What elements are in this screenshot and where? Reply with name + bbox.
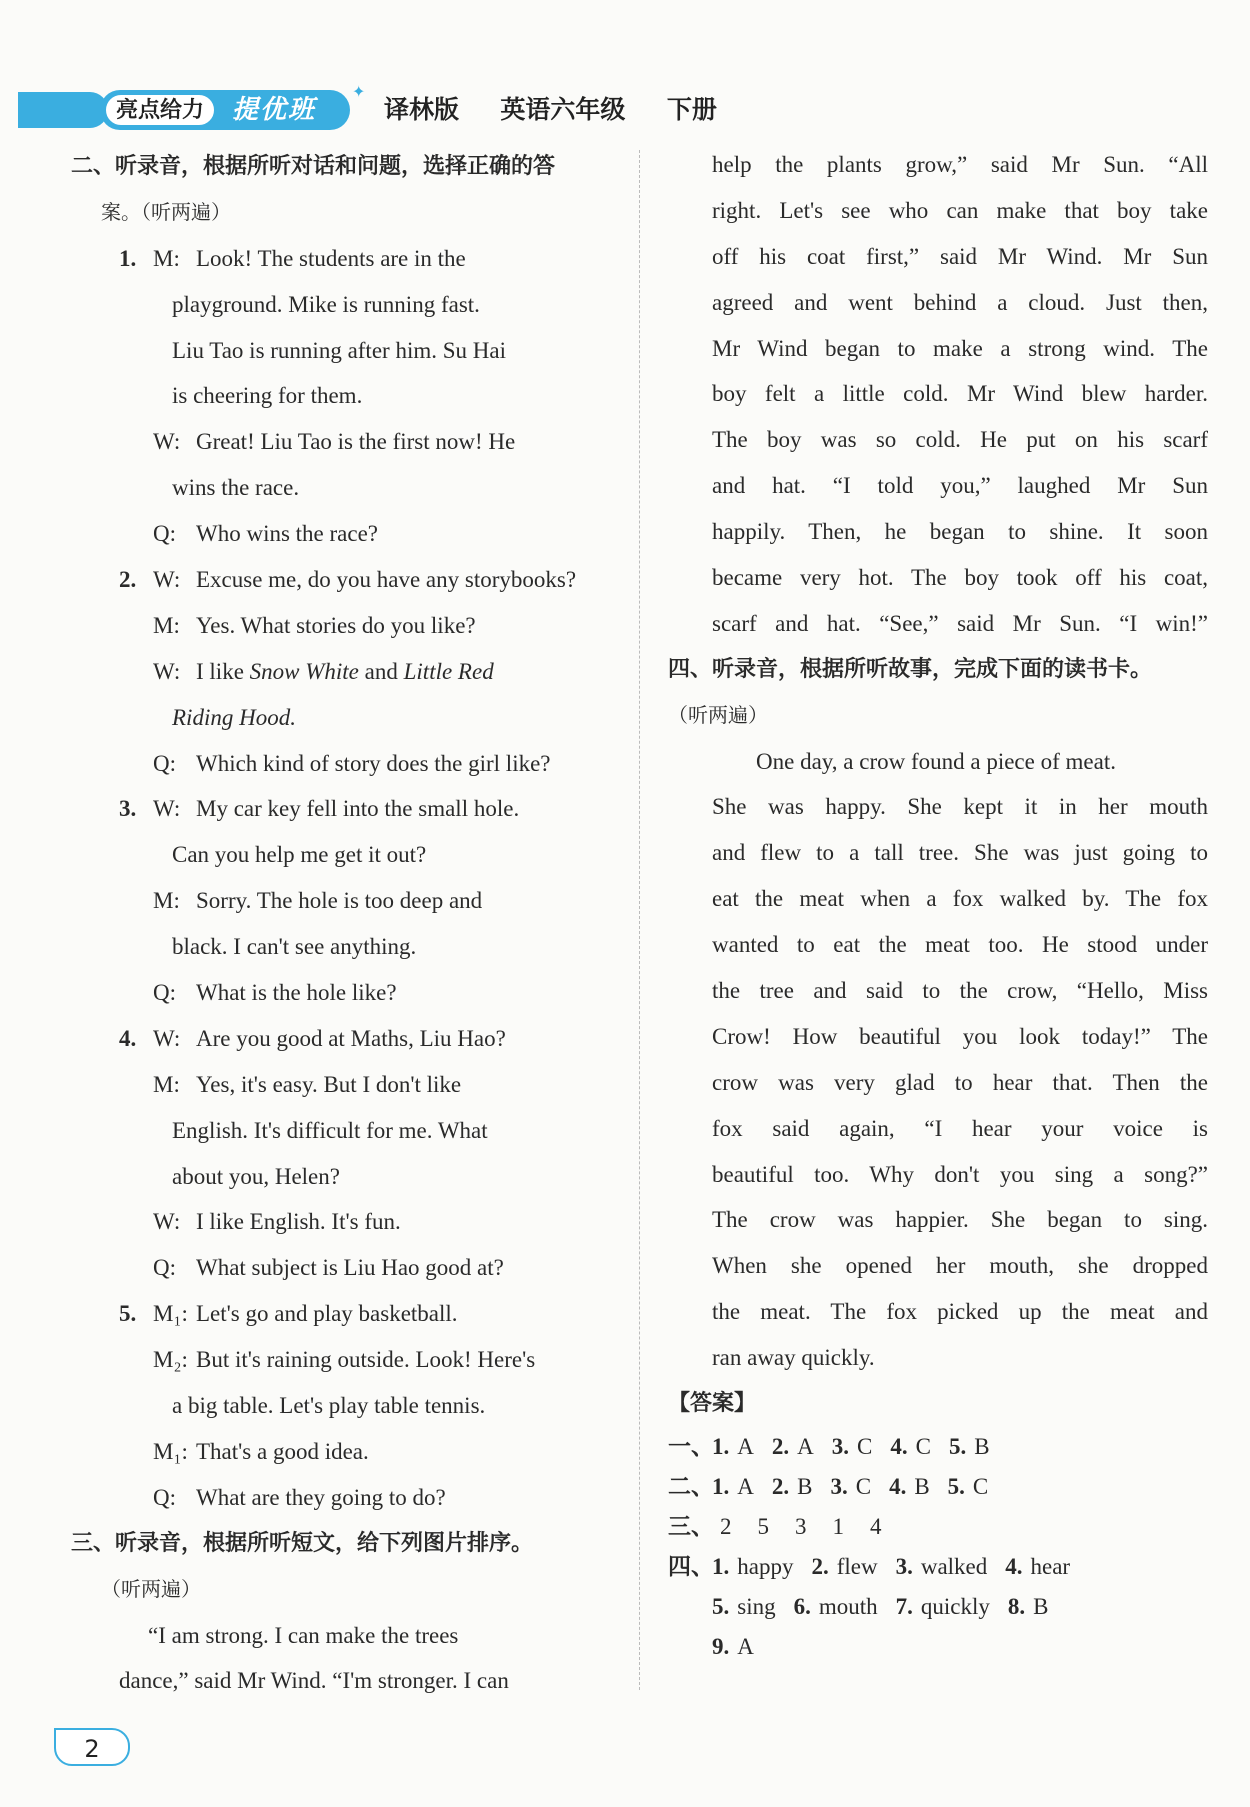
text-line: （听两遍） xyxy=(668,702,768,727)
text: When she opened her mouth, she dropped xyxy=(712,1253,1208,1279)
answer-item xyxy=(712,1514,732,1539)
text-line xyxy=(71,1613,613,1659)
text: Which kind of story does the girl like? xyxy=(196,750,551,776)
answer-number: 2. xyxy=(811,1553,829,1579)
text: dance,” said Mr Wind. “I'm stronger. I can xyxy=(119,1668,509,1694)
answer-value: sing xyxy=(737,1593,776,1619)
speaker-label: Q: xyxy=(153,980,176,1006)
text: about you, Helen? xyxy=(172,1163,340,1189)
text: The crow was happier. She began to sing. xyxy=(712,1207,1208,1233)
answer-value: 2 xyxy=(720,1513,732,1539)
text-line xyxy=(668,830,1208,876)
text: the tree and said to the crow, “Hello, Miss xyxy=(712,978,1208,1004)
answer-number: 6. xyxy=(793,1593,811,1619)
answer-row xyxy=(668,1587,1208,1627)
text: became very hot. The boy took off his coat, xyxy=(712,565,1208,591)
answer-number: 4. xyxy=(890,1433,908,1459)
speaker-label: M: xyxy=(153,612,180,638)
text: wanted to eat the meat too. He stood under xyxy=(712,932,1208,958)
text: What is the hole like? xyxy=(196,980,397,1006)
text: and xyxy=(358,658,404,684)
answer-item xyxy=(1008,1594,1049,1619)
text-line xyxy=(668,1014,1208,1060)
text-line xyxy=(668,922,1208,968)
answer-value: C xyxy=(915,1433,931,1459)
text: What subject is Liu Hao good at? xyxy=(196,1255,504,1281)
text-line xyxy=(668,784,1208,830)
text-line xyxy=(668,1106,1208,1152)
text-line xyxy=(668,1197,1208,1243)
text: off his coat first,” said Mr Wind. Mr Sun xyxy=(712,243,1208,269)
answer-value: B xyxy=(797,1473,813,1499)
answer-row xyxy=(668,1467,1208,1507)
speaker-label: Q: xyxy=(153,1255,176,1281)
answer-number: 4. xyxy=(1005,1553,1023,1579)
text: a big table. Let's play table tennis. xyxy=(172,1393,486,1419)
speaker-label: W: xyxy=(153,567,181,593)
item-number: 5. xyxy=(119,1301,137,1327)
header-band xyxy=(18,92,108,128)
answer-item xyxy=(712,1554,793,1579)
text: playground. Mike is running fast. xyxy=(172,291,480,317)
speaker-label: W: xyxy=(153,1209,181,1235)
text-line xyxy=(668,417,1208,463)
text: boy felt a little cold. Mr Wind blew harder. xyxy=(712,381,1208,407)
text: fox said again, “I hear your voice is xyxy=(712,1115,1208,1141)
answer-section-label: 三、 xyxy=(668,1513,714,1540)
text-line xyxy=(668,968,1208,1014)
column-divider xyxy=(639,150,640,1690)
answer-item xyxy=(712,1434,754,1459)
text: She was happy. She kept it in her mouth xyxy=(712,794,1208,820)
answer-value: 1 xyxy=(832,1513,844,1539)
speaker-label: W: xyxy=(153,796,181,822)
text-line xyxy=(71,741,613,787)
speaker-label: W: xyxy=(153,658,181,684)
answer-number: 9. xyxy=(712,1633,730,1659)
answer-value: 5 xyxy=(757,1513,769,1539)
text: Sorry. The hole is too deep and xyxy=(196,888,483,914)
text: Excuse me, do you have any storybooks? xyxy=(196,567,577,593)
text-line xyxy=(71,1337,613,1383)
text-line xyxy=(71,373,613,419)
text: I like xyxy=(196,658,250,684)
text: Can you help me get it out? xyxy=(172,842,427,868)
text: Look! The students are in the xyxy=(196,245,466,271)
answer-item xyxy=(787,1514,807,1539)
text-line xyxy=(71,511,613,557)
speaker-label: W: xyxy=(153,429,181,455)
answer-item xyxy=(832,1434,873,1459)
answer-value: A xyxy=(737,1633,754,1659)
speaker-label: W: xyxy=(153,1025,181,1051)
right-column xyxy=(668,142,1208,1667)
answer-value: quickly xyxy=(920,1593,990,1619)
text: eat the meat when a fox walked by. The fox xyxy=(712,886,1208,912)
text-line xyxy=(668,371,1208,417)
speaker-label: M: xyxy=(153,245,180,271)
answer-number: 1. xyxy=(712,1433,730,1459)
answer-item xyxy=(712,1634,754,1659)
answer-number: 5. xyxy=(947,1473,965,1499)
text-line xyxy=(668,601,1208,647)
answer-number: 2. xyxy=(771,1433,790,1459)
answer-value: mouth xyxy=(818,1593,878,1619)
page-number: 2 xyxy=(54,1728,130,1766)
text-line xyxy=(71,878,613,924)
answer-item xyxy=(772,1474,813,1499)
text-line xyxy=(71,1475,613,1521)
answer-item xyxy=(948,1474,989,1499)
answer-section-label: 二、 xyxy=(668,1473,714,1500)
answer-value: hear xyxy=(1030,1553,1071,1579)
text-line xyxy=(668,1243,1208,1289)
text-line: 案。（听两遍） xyxy=(101,199,231,224)
text: “I am strong. I can make the trees xyxy=(148,1622,459,1648)
text: help the plants grow,” said Mr Sun. “All xyxy=(712,152,1208,177)
answer-value: 3 xyxy=(795,1513,807,1539)
text-line xyxy=(71,557,613,603)
answer-value: B xyxy=(974,1433,990,1459)
speaker-label: M₂: xyxy=(153,1347,188,1373)
text-line xyxy=(668,1335,1208,1381)
answer-section-label: 四、 xyxy=(668,1553,714,1580)
item-number: 1. xyxy=(119,245,137,271)
item-number: 4. xyxy=(119,1025,137,1051)
answer-item xyxy=(1005,1554,1070,1579)
text: right. Let's see who can make that boy take xyxy=(712,197,1208,223)
text: One day, a crow found a piece of meat. xyxy=(756,748,1116,774)
text: crow was very glad to hear that. Then the xyxy=(712,1069,1208,1095)
answer-value: 4 xyxy=(870,1513,882,1539)
speaker-label: Q: xyxy=(153,521,176,547)
text-line xyxy=(71,695,613,741)
text-line xyxy=(71,1291,613,1337)
answer-item xyxy=(750,1514,770,1539)
text: Yes. What stories do you like? xyxy=(196,612,476,638)
text: Riding Hood. xyxy=(172,704,296,730)
answer-section-label: 一、 xyxy=(668,1433,714,1460)
text-line xyxy=(71,1062,613,1108)
speaker-label: Q: xyxy=(153,750,176,776)
text: and flew to a tall tree. She was just going to xyxy=(712,840,1208,866)
left-column xyxy=(71,144,613,1704)
text: black. I can't see anything. xyxy=(172,934,417,960)
answer-value: C xyxy=(972,1473,989,1499)
text-line xyxy=(71,603,613,649)
answer-number: 8. xyxy=(1007,1593,1026,1619)
series-label: 提优班 xyxy=(232,95,317,125)
answer-item xyxy=(890,1434,931,1459)
answer-item xyxy=(794,1594,878,1619)
text-line xyxy=(668,739,1208,785)
text-line xyxy=(668,280,1208,326)
text: My car key fell into the small hole. xyxy=(196,796,520,822)
text-line xyxy=(71,1658,613,1704)
text: Snow White xyxy=(249,658,359,684)
text: Crow! How beautiful you look today!” The xyxy=(712,1023,1208,1049)
answer-value: A xyxy=(737,1433,754,1459)
text-line xyxy=(71,1108,613,1154)
answer-item xyxy=(830,1474,871,1499)
answer-item xyxy=(862,1514,882,1539)
speaker-label: M₁: xyxy=(153,1301,188,1327)
answer-item xyxy=(896,1594,990,1619)
text: What are they going to do? xyxy=(196,1484,446,1510)
text: and hat. “I told you,” laughed Mr Sun xyxy=(712,473,1208,499)
answer-value: flew xyxy=(836,1553,878,1579)
brand-label: 亮点给力 xyxy=(104,93,216,127)
answer-number: 1. xyxy=(712,1553,730,1579)
answer-value: B xyxy=(1033,1593,1049,1619)
text: Little Red xyxy=(403,658,494,684)
text-line xyxy=(668,234,1208,280)
text: is cheering for them. xyxy=(172,383,363,409)
answer-value: C xyxy=(857,1433,873,1459)
text: Are you good at Maths, Liu Hao? xyxy=(196,1025,506,1051)
text-line xyxy=(71,1154,613,1200)
answer-row xyxy=(668,1507,1208,1547)
answer-value: C xyxy=(855,1473,872,1499)
speaker-label: M: xyxy=(153,1071,180,1097)
answer-number: 7. xyxy=(895,1593,913,1619)
answer-value: happy xyxy=(737,1553,794,1579)
answer-value: walked xyxy=(920,1553,988,1579)
text-line xyxy=(668,1152,1208,1198)
item-number: 2. xyxy=(119,567,137,593)
sparkle-icon: ✦ xyxy=(352,84,366,101)
text: Yes, it's easy. But I don't like xyxy=(196,1071,462,1097)
text-line xyxy=(71,649,613,695)
answer-item xyxy=(896,1554,988,1579)
text: wins the race. xyxy=(172,475,300,501)
section-heading: 二、听录音，根据所听对话和问题，选择正确的答 xyxy=(71,154,556,179)
text-line xyxy=(71,1429,613,1475)
answer-value: A xyxy=(737,1473,754,1499)
text: The boy was so cold. He put on his scarf xyxy=(712,427,1208,453)
text: That's a good idea. xyxy=(196,1438,369,1464)
text-line xyxy=(71,832,613,878)
text: I like English. It's fun. xyxy=(196,1209,401,1235)
answer-number: 3. xyxy=(830,1473,848,1499)
text-line xyxy=(71,1383,613,1429)
text: But it's raining outside. Look! Here's xyxy=(196,1347,536,1373)
answer-number: 2. xyxy=(771,1473,790,1499)
text-line xyxy=(668,326,1208,372)
text: Who wins the race? xyxy=(196,521,379,547)
text-line: （听两遍） xyxy=(101,1576,201,1601)
answer-number: 5. xyxy=(948,1433,967,1459)
book-title: 译林版 英语六年级 下册 xyxy=(384,95,717,124)
text-line xyxy=(668,555,1208,601)
text-line xyxy=(668,463,1208,509)
text-line xyxy=(668,876,1208,922)
text-line xyxy=(71,1199,613,1245)
text: scarf and hat. “See,” said Mr Sun. “I win!” xyxy=(712,610,1208,636)
text-line xyxy=(668,1060,1208,1106)
section-heading: 四、听录音，根据所听故事，完成下面的读书卡。 xyxy=(668,656,1153,682)
text-line xyxy=(71,328,613,374)
answer-row xyxy=(668,1427,1208,1467)
text-line xyxy=(71,924,613,970)
text-line xyxy=(71,419,613,465)
answer-number: 3. xyxy=(895,1553,913,1579)
answer-value: A xyxy=(797,1433,814,1459)
text: the meat. The fox picked up the meat and xyxy=(712,1299,1208,1325)
speaker-label: M: xyxy=(153,888,180,914)
text: beautiful too. Why don't you sing a song?” xyxy=(712,1161,1208,1187)
text: agreed and went behind a cloud. Just then, xyxy=(712,289,1208,315)
text: Great! Liu Tao is the first now! He xyxy=(196,429,516,455)
text: happily. Then, he began to shine. It soon xyxy=(712,519,1208,545)
answer-item xyxy=(772,1434,814,1459)
text-line xyxy=(668,142,1208,188)
answer-item xyxy=(949,1434,990,1459)
text-line xyxy=(71,236,613,282)
text-line xyxy=(71,1016,613,1062)
text: ran away quickly. xyxy=(712,1345,875,1371)
text-line xyxy=(668,1289,1208,1335)
answer-value: B xyxy=(914,1473,930,1499)
item-number: 3. xyxy=(119,796,137,822)
text-line xyxy=(668,509,1208,555)
answer-item xyxy=(712,1594,776,1619)
answer-number: 5. xyxy=(712,1593,730,1619)
answer-item xyxy=(811,1554,877,1579)
section-heading: 【答案】 xyxy=(668,1391,757,1417)
text: Mr Wind began to make a strong wind. The xyxy=(712,335,1208,361)
answer-row xyxy=(668,1627,1208,1667)
answer-item xyxy=(889,1474,930,1499)
speaker-label: Q: xyxy=(153,1484,176,1510)
text-line xyxy=(71,970,613,1016)
text-line xyxy=(71,282,613,328)
answer-number: 3. xyxy=(831,1433,849,1459)
answer-row xyxy=(668,1547,1208,1587)
answer-number: 4. xyxy=(889,1473,907,1499)
speaker-label: M₁: xyxy=(153,1438,188,1464)
answer-number: 1. xyxy=(712,1473,730,1499)
text: Let's go and play basketball. xyxy=(196,1301,458,1327)
text-line xyxy=(71,786,613,832)
text-line xyxy=(668,188,1208,234)
answer-item xyxy=(712,1474,754,1499)
text: Liu Tao is running after him. Su Hai xyxy=(172,337,506,363)
text-line xyxy=(71,465,613,511)
text-line xyxy=(71,1245,613,1291)
answer-item xyxy=(825,1514,845,1539)
section-heading: 三、听录音，根据所听短文，给下列图片排序。 xyxy=(71,1530,534,1556)
text: English. It's difficult for me. What xyxy=(172,1117,488,1143)
